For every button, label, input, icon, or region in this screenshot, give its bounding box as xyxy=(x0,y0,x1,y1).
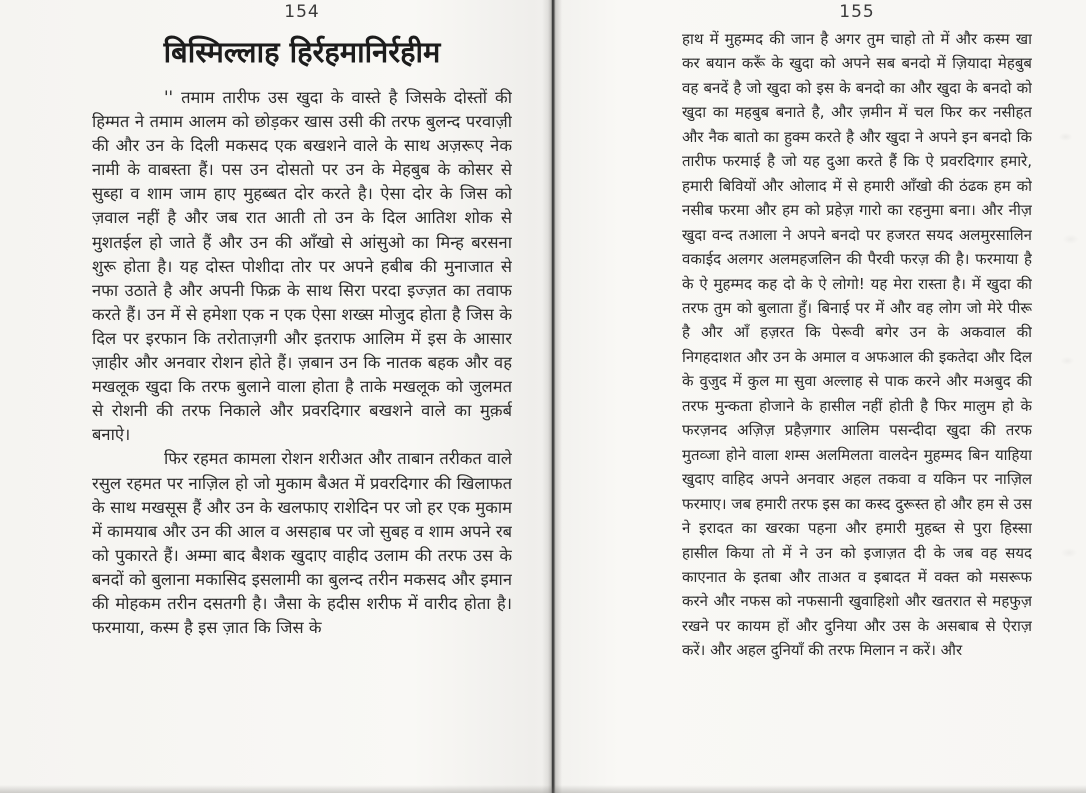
paragraph: हाथ में मुहम्मद की जान है अगर तुम चाहो तो में और कस्म खा कर बयान करूँ के खुदा को अपने सब बनदो में ज़ियादा मेहबुब वह बनदें है जो खुदा को इस के बनदो का और खुदा के बनदो को खुदा का महबुब बनाते है, और ज़मीन में चल फिर कर नसीहत और नैक बातो का हुक्म करते है और खुदा ने अपने इन बनदो कि तारीफ फरमाई है जो यह दुआ करते हैं कि ऐ प्रवरदिगार हमारे, हमारी बिवियों और ओलाद में से हमारी आँखो की ठंढक हम को नसीब फरमा और हम को प्रहेज़ गारो का रहनुमा बना। और नीज़ खुदा वन्द तआला ने अपने बनदो पर हजरत सयद अलमुरसालिन वकाईद अलगर अलमहजलिन की पैरवी फरज़ की है। फरमाया है के ऐ मुहम्मद कह दो के ऐ लोगो! यह मेरा रास्ता है। में खुदा की तरफ तुम को बुलाता हुँ। बिनाई पर में और वह लोग जो मेरे पीरू है और आँ हज़रत कि पेरूवी बगेर उन के अकवाल की निगहदाशत और उन के अमाल व अफआल की इकतेदा और दिल के वुजुद में कुल मा सुवा अल्लाह से पाक करने और मअबुद की तरफ मुन्कता होजाने के हासील नहीं होती है फिर मालुम हो के फरज़नद अज़िज़ प्रहैज़गार आलिम पसन्दीदा खुदा की तरफ मुतव्जा होने वाला शम्स अलमिलता वालदेन मुहम्मद बिन याहिया खुदाए वाहिद अपने अनवार अहल तकवा व यकिन पर नाज़िल फरमाए। जब हमारी तरफ इस का कस्द दुरूस्त हो और हम से उस ने इरादत का खरका पहना और हमारी मुहब्त से पुरा हिस्सा हासील किया तो में ने उन को इजाज़त दी के जब वह सयद काएनात के इतबा और ताअत व इबादत में वक्त को मसरूफ करने और नफस को नफसानी खुवाहिशो और खतरात से महफुज़ रखने पर कायम हों और दुनिया और उस के असबाब से ऐराज़ करें। और अहल दुनियाँ की तरफ मिलान न करें। और xyxy=(682,30,1032,660)
paragraph: '' तमाम तारीफ उस खुदा के वास्ते है जिसके दोस्तों की हिम्मत ने तमाम आलम को छोड़कर खास उसी की तरफ बुलन्द परवाज़ी की और उन के दिली मकसद एक बखशने वाले के साथ अज़रूए नेक नामी के वाबस्ता हैं। पस उन दोसतो पर उन के मेहबुब के कोसर से सुब्हा व शाम जाम हाए मुहब्बत दोर करते है। ऐसा दोर के जिस को ज़वाल नहीं है और जब रात आती तो उन के दिल आतिश शोक से मुशतईल हो जाते हैं और उन की आँखो से आंसुओ का मिन्ह बरसना शुरू होता है। यह दोस्त पोशीदा तोर पर अपने हबीब की मुनाजात से नफा उठाते है और अपनी फिक्र के साथ सिरा परदा इज्ज़त का तवाफ करते हैं। उन में से हमेशा एक न एक ऐसा शख्स मोजुद होता है जिस के दिल पर इरफान कि तरोताज़गी और इतराफ आलिम में इस के आसार ज़ाहीर और अनवार रोशन होते हैं। ज़बान उन कि नातक बहक और वह मखलूक खुदा कि तरफ बुलाने वाला होता है ताके मखलूक को जुलमत से रोशनी की तरफ निकाले और प्रवरदिगार बखशने वाले का मुक़र्ब बनाऐ। xyxy=(92,88,512,445)
page-155 xyxy=(682,0,1032,793)
page-bleed-ghost xyxy=(1052,60,1086,700)
page-number-left: 154 xyxy=(284,2,320,22)
chapter-heading: बिस्मिल्लाह हिर्रहमानिर्रहीम xyxy=(163,35,441,69)
page-154 xyxy=(92,0,512,793)
book-gutter xyxy=(542,0,562,793)
paragraph: फिर रहमत कामला रोशन शरीअत और ताबान तरीकत वाले रसुल रहमत पर नाज़िल हो जो मुकाम बैअत में प्रवरदिगार की खिलाफत के साथ मखसूस हैं और उन के खलफाए राशेदिन पर जो हर एक मुकाम में कामयाब और उन की आल व असहाब पर जो सुबह व शाम अपने रब को पुकारते हैं। अम्मा बाद बैशक खुदाए वाहीद उलाम की तरफ उस के बनदों को बुलाना मकासिद इसलामी का बुलन्द तरीन मकसद और इमान की मोहकम तरीन दसतगी है। जैसा के हदीस शरीफ में वारीद होता है। फरमाया, कस्म है इस ज़ात कि जिस के xyxy=(92,449,512,638)
page-154-body xyxy=(92,86,512,640)
page-155-body xyxy=(682,27,1032,663)
scan-bottom-shadow xyxy=(0,785,1086,793)
page-number-right: 155 xyxy=(839,2,875,22)
